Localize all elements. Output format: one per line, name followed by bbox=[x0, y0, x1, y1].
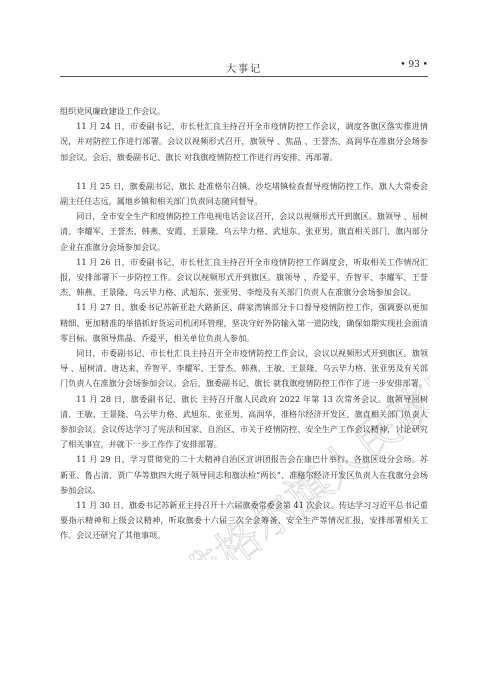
page-number: • 93 • bbox=[400, 60, 428, 70]
paragraph-0: 组织党风廉政建设工作会议。 bbox=[60, 106, 166, 116]
paragraph-4: 11 月 26 日，市委副书记、市长杜汇良主持召开全市疫情防控工作调度会，听取相关工作情况汇报，安排部署下一步防控工作。会议以视频形式开到旗区。旗领导 、乔爱平、乔智平、李耀军、王誉杰、韩燕、王景隆、乌云毕力格、武旭东、张亚男、李煌及有关部门负责人在准旗分会场参加会议。 bbox=[60, 256, 428, 298]
page-header bbox=[60, 60, 428, 77]
paragraph-1: 11 月 24 日，市委副书记、市长杜汇良主持召开全市疫情防控工作会议，调度各旗区落实推进情况，并对防控工作进行部署。会议以视频形式召开，旗领导 、焦晶 、王誉杰、高润华在准旗分会场参加会议。会后，旗委副书记、旗长 对我旗疫情防控工作进行再安排、再部署。 bbox=[60, 121, 428, 162]
paragraph-3: 同日，全市安全生产和疫情防控工作电视电话会议召开，会议以视频形式开到旗区。旗领导 、屈树清、李耀军、王誉杰、韩燕、安霞、王景隆、乌云毕力格、武旭东、张亚男，旗直相关部门、旗内部分企业在准旗分会场参加会议。 bbox=[60, 211, 428, 252]
paragraph-6: 同日，市委副书记、市长杜汇良主持召开全市疫情防控工作会议，会议以视频形式开到旗区。旗领导 、屈树清、唐达来、乔智平、李耀军、王誉杰、韩燕、王敏、王景隆、乌云毕力格、张亚男及有关部门负责人在准旗分会场参加会议。会后，旗委副书记、旗长 就我旗疫情防控工作作了进一步安排部署。 bbox=[60, 348, 428, 389]
document-body bbox=[60, 104, 428, 544]
watermark-text: 准格尔旗人民政府 bbox=[171, 348, 430, 560]
paragraph-9: 11 月 30 日，旗委书记苏新亚主持召开十六届旗委常委会第 41 次会议。传达学习习近平总书记重要指示精神和上级会议精神，听取旗委十六届三次全会筹备、安全生产等情况汇报，安排部署相关工作。会议还研究了其他事项。 bbox=[60, 500, 428, 541]
paragraph-2: 11 月 25 日，旗委副书记、旗长 赴准格尔召镇、沙圪堵镇检查督导疫情防控工作。旗人大常委会副主任任志远，属地乡镇和相关部门负责同志随同督导。 bbox=[60, 180, 428, 207]
page-title: 大事记 bbox=[226, 64, 262, 75]
paragraph-8: 11 月 29 日，学习贯彻党的二十大精神自治区宣讲团报告会在康巴什举行。各旗区设分会场。苏新亚、鲁占清、贾广华等旗四大班子领导同志和旗法检“两长”、准格尔经济开发区负责人在我旗分会场参加会议。 bbox=[60, 454, 428, 495]
paragraph-5: 11 月 27 日，旗委书记苏新亚赴大路新区、薛家湾镇部分卡口督导疫情防控工作，强调要以更加精细、更加精准的举措抓好货运司机闭环管理，坚决守好外防输入第一道防线，确保如期实现社会面清零目标。旗领导焦晶、乔爱平，相关单位负责人参加。 bbox=[60, 302, 428, 343]
paragraph-7: 11 月 28 日，旗委副书记、旗长 主持召开旗人民政府 2022 年第 13 次常务会议。旗领导屈树清、王敏、王景隆、乌云毕力格、武旭东、张亚男、高润华，准格尔经济开发区、旗直相关部门负责人参加会议。会议传达学习了宪法和国家、自治区、市关于疫情防控、安全生产工作会议精神，讨论研究了相关事宜，并就下一步工作作了安排部署。 bbox=[60, 393, 428, 450]
